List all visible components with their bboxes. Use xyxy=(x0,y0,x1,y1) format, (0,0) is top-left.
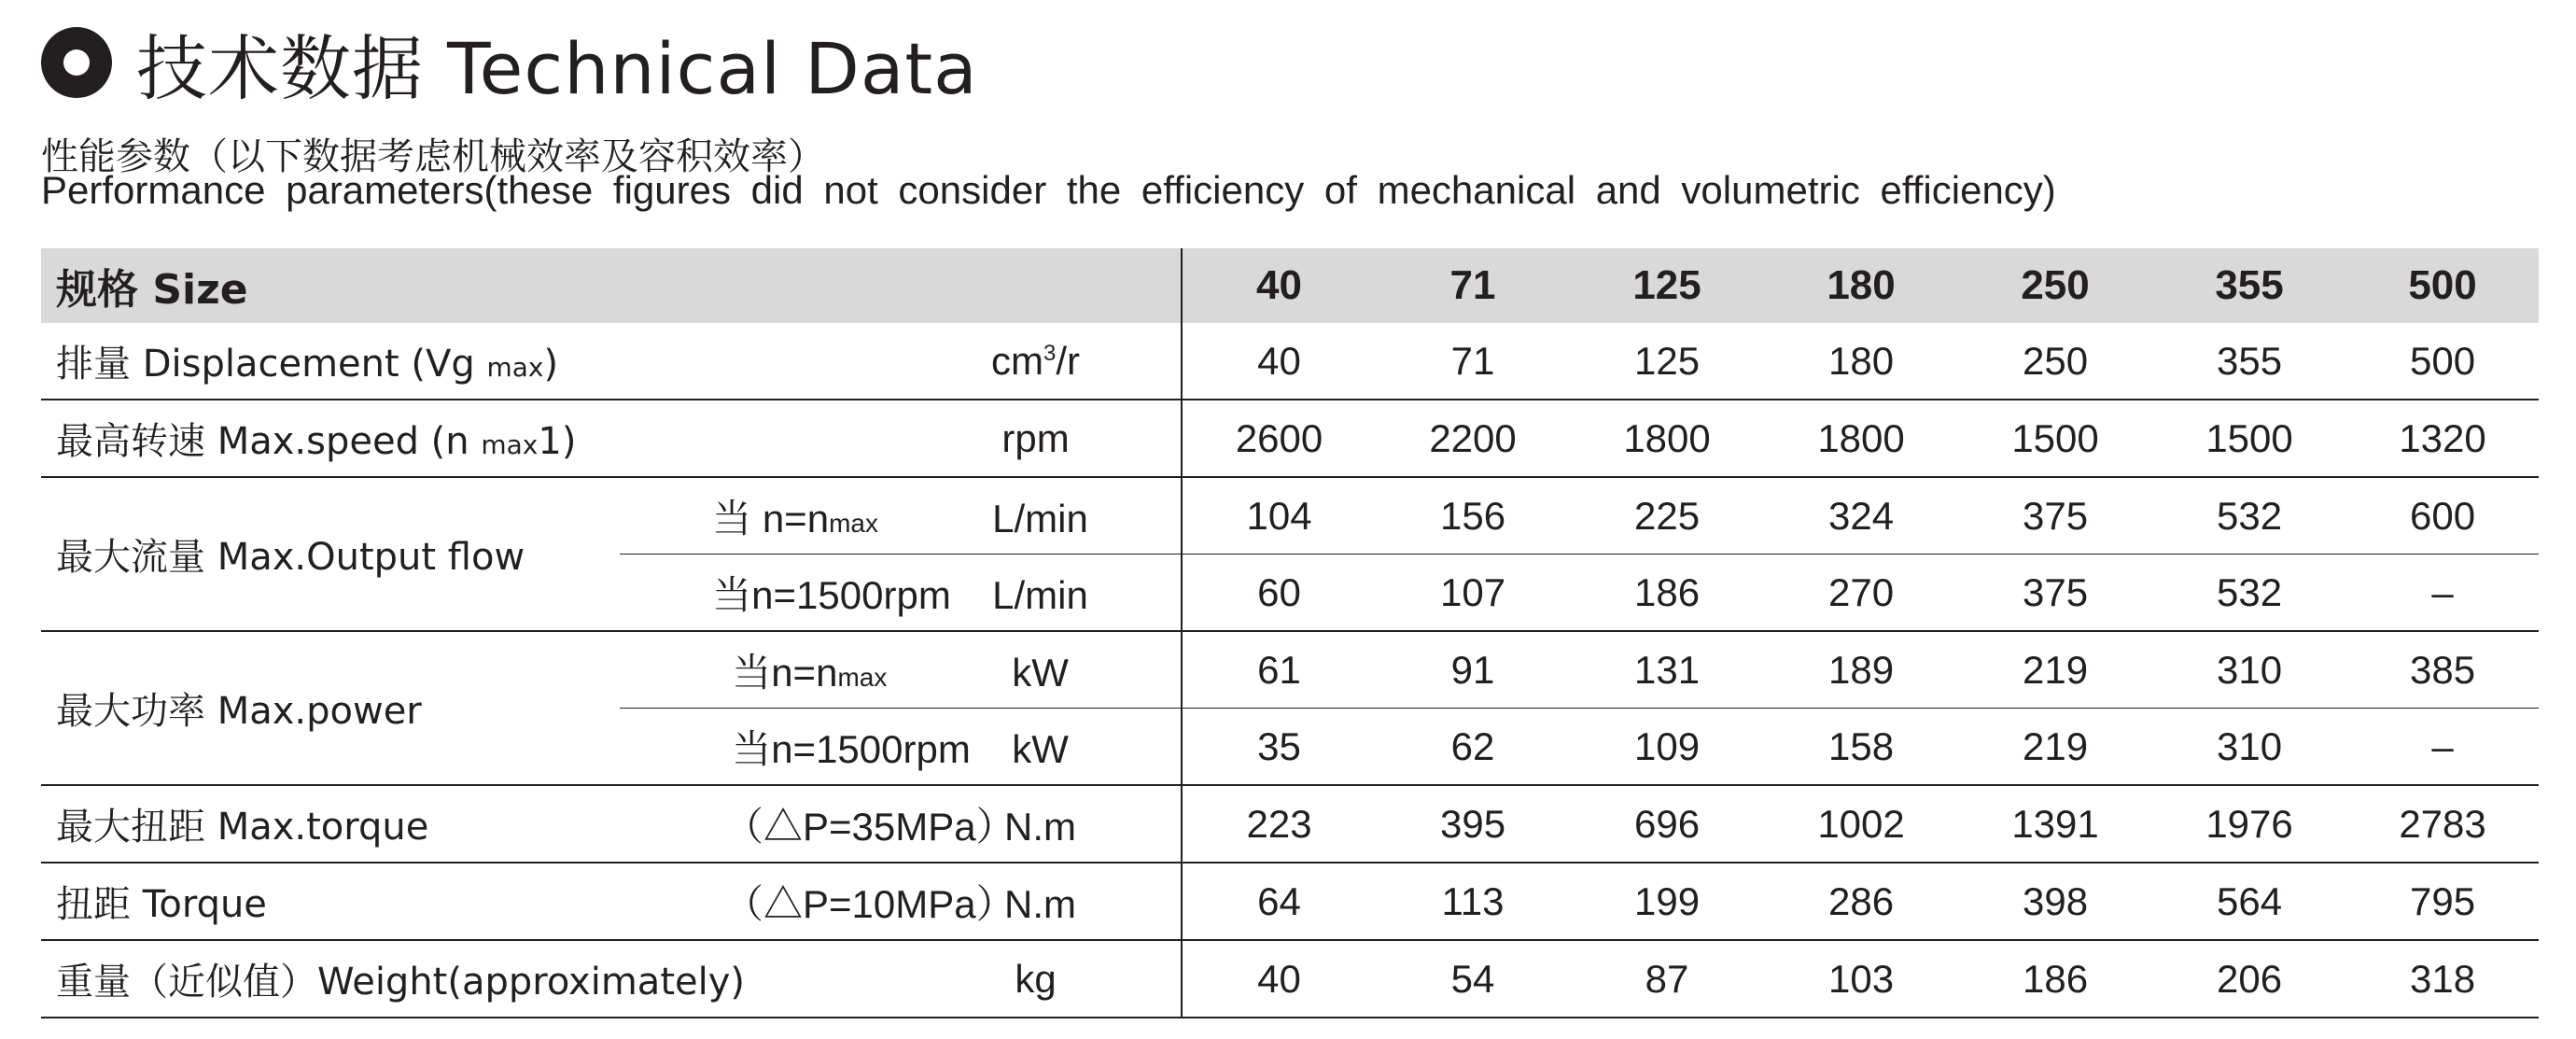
value-cell: 1500 xyxy=(1958,400,2152,477)
unit-cell: 当n=nmax kW xyxy=(760,631,1182,709)
value-cell: 2600 xyxy=(1182,400,1376,477)
value-cell: 40 xyxy=(1182,940,1376,1018)
param-label: 最大扭距 Max.torque xyxy=(41,785,620,863)
value-cell: 40 xyxy=(1182,323,1376,400)
value-cell: 395 xyxy=(1376,785,1570,863)
value-cell: 186 xyxy=(1570,555,1764,632)
value-cell: 286 xyxy=(1764,863,1958,940)
value-cell: 87 xyxy=(1570,940,1764,1018)
size-header-cell: 180 xyxy=(1764,248,1958,323)
title-row xyxy=(41,11,978,114)
size-header-cell: 250 xyxy=(1958,248,2152,323)
table-header-row xyxy=(41,248,2539,323)
unit-cell: $cm^3/r$ xyxy=(760,323,1182,400)
bullet-circle-icon xyxy=(41,27,112,98)
value-cell: 219 xyxy=(1958,631,2152,709)
table-row-weight xyxy=(41,940,2539,1018)
value-cell: – xyxy=(2346,709,2539,786)
value-cell: 310 xyxy=(2152,631,2346,709)
value-cell: 1002 xyxy=(1764,785,1958,863)
value-cell: 532 xyxy=(2152,555,2346,632)
value-cell: 1391 xyxy=(1958,785,2152,863)
param-label: 最高转速 Max.speed (n max1) xyxy=(41,400,760,477)
value-cell: 564 xyxy=(2152,863,2346,940)
value-cell: 71 xyxy=(1376,323,1570,400)
value-cell: 2200 xyxy=(1376,400,1570,477)
value-cell: 107 xyxy=(1376,555,1570,632)
param-label: 重量（近似值）Weight(approximately) xyxy=(41,940,760,1018)
value-cell: 250 xyxy=(1958,323,2152,400)
value-cell: 125 xyxy=(1570,323,1764,400)
param-label: 最大功率 Max.power xyxy=(41,631,620,785)
value-cell: 225 xyxy=(1570,477,1764,555)
value-cell: 795 xyxy=(2346,863,2539,940)
table-row-displacement xyxy=(41,323,2539,400)
size-header-cell: 500 xyxy=(2346,248,2539,323)
value-cell: 180 xyxy=(1764,323,1958,400)
value-cell: 199 xyxy=(1570,863,1764,940)
value-cell: 158 xyxy=(1764,709,1958,786)
subtitle-chinese: 性能参数（以下数据考虑机械效率及容积效率） xyxy=(41,135,825,178)
value-cell: 1320 xyxy=(2346,400,2539,477)
unit-cell: 当n=1500rpm kW xyxy=(760,709,1182,786)
table-row-speed xyxy=(41,400,2539,477)
value-cell: 398 xyxy=(1958,863,2152,940)
value-cell: 186 xyxy=(1958,940,2152,1018)
param-label: 排量 Displacement (Vg max) xyxy=(41,323,760,400)
size-header-cell: 355 xyxy=(2152,248,2346,323)
table-row-torque xyxy=(41,863,2539,940)
value-cell: 532 xyxy=(2152,477,2346,555)
unit-cell: kg xyxy=(760,940,1182,1018)
value-cell: 500 xyxy=(2346,323,2539,400)
table-row-power-nmax xyxy=(41,631,2539,709)
value-cell: 2783 xyxy=(2346,785,2539,863)
value-cell: 375 xyxy=(1958,555,2152,632)
size-header-cell: 125 xyxy=(1570,248,1764,323)
value-cell: 60 xyxy=(1182,555,1376,632)
value-cell: 131 xyxy=(1570,631,1764,709)
value-cell: 600 xyxy=(2346,477,2539,555)
page-title: 技术数据 Technical Data xyxy=(136,26,978,110)
value-cell: 156 xyxy=(1376,477,1570,555)
unit-cell: （△P=35MPa）N.m xyxy=(760,785,1182,863)
value-cell: 270 xyxy=(1764,555,1958,632)
value-cell: 189 xyxy=(1764,631,1958,709)
value-cell: 206 xyxy=(2152,940,2346,1018)
value-cell: 109 xyxy=(1570,709,1764,786)
value-cell: – xyxy=(2346,555,2539,632)
unit-cell: 当n=1500rpm L/min xyxy=(760,555,1182,632)
value-cell: 1800 xyxy=(1570,400,1764,477)
value-cell: 54 xyxy=(1376,940,1570,1018)
unit-cell: （△P=10MPa）N.m xyxy=(760,863,1182,940)
param-label: 扭距 Torque xyxy=(41,863,620,940)
unit-cell: 当 n=nmax L/min xyxy=(760,477,1182,555)
value-cell: 310 xyxy=(2152,709,2346,786)
value-cell: 91 xyxy=(1376,631,1570,709)
param-label: 最大流量 Max.Output flow xyxy=(41,477,620,631)
size-header-cell: 40 xyxy=(1182,248,1376,323)
value-cell: 1976 xyxy=(2152,785,2346,863)
value-cell: 1500 xyxy=(2152,400,2346,477)
value-cell: 223 xyxy=(1182,785,1376,863)
value-cell: 35 xyxy=(1182,709,1376,786)
value-cell: 318 xyxy=(2346,940,2539,1018)
value-cell: 324 xyxy=(1764,477,1958,555)
subtitle-english: Performance parameters(these figures did not consider the efficiency of mechanical and volumetric efficiency) xyxy=(41,168,2056,212)
value-cell: 61 xyxy=(1182,631,1376,709)
technical-data-table xyxy=(41,248,2539,1018)
unit-cell: rpm xyxy=(760,400,1182,477)
value-cell: 385 xyxy=(2346,631,2539,709)
value-cell: 62 xyxy=(1376,709,1570,786)
size-header-cell: 71 xyxy=(1376,248,1570,323)
value-cell: 113 xyxy=(1376,863,1570,940)
value-cell: 375 xyxy=(1958,477,2152,555)
table-row-flow-nmax xyxy=(41,477,2539,555)
value-cell: 1800 xyxy=(1764,400,1958,477)
value-cell: 104 xyxy=(1182,477,1376,555)
value-cell: 355 xyxy=(2152,323,2346,400)
value-cell: 103 xyxy=(1764,940,1958,1018)
size-header-label: 规格 Size xyxy=(41,248,1182,323)
table-row-max-torque xyxy=(41,785,2539,863)
value-cell: 64 xyxy=(1182,863,1376,940)
value-cell: 219 xyxy=(1958,709,2152,786)
value-cell: 696 xyxy=(1570,785,1764,863)
